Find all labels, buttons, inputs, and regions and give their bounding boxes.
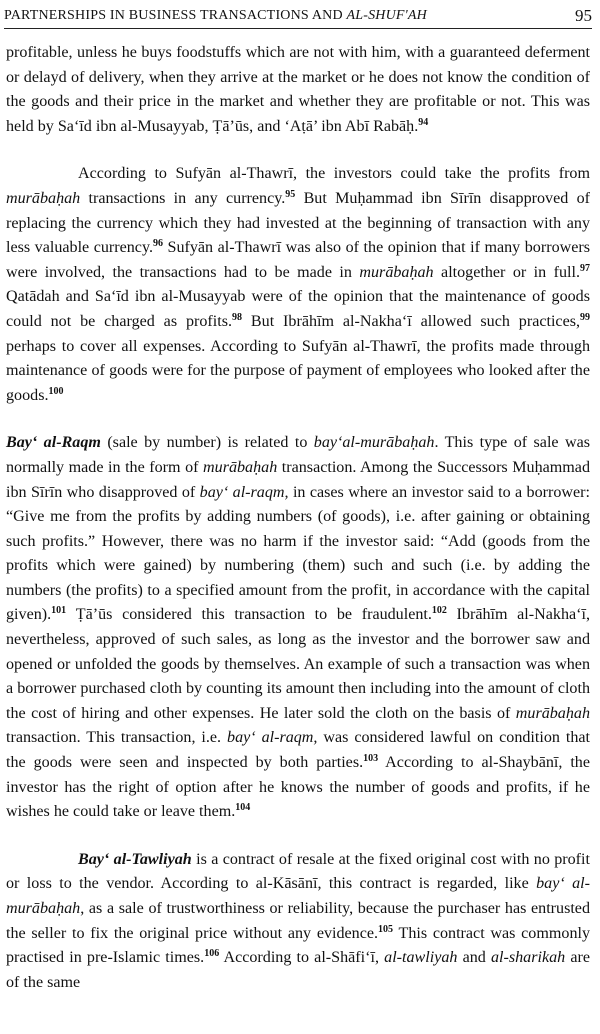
page-header <box>4 2 592 29</box>
footnote-marker: 94 <box>418 116 429 128</box>
footnote-marker: 105 <box>378 923 394 935</box>
text-run: . This type of sale was normally made in the form of <box>6 434 590 476</box>
text-run: are of the same <box>6 949 590 991</box>
running-head-text: PARTNERSHIPS IN BUSINESS TRANSACTIONS AND <box>4 8 347 23</box>
footnote-marker: 102 <box>431 605 447 617</box>
text-run: altogether or in full. <box>433 263 580 281</box>
paragraph <box>6 848 590 996</box>
text-run: But Muḥammad ibn Sīrīn disapproved of replacing the currency which they had invested at the beginning of transaction with any less valuable currency. <box>6 189 590 257</box>
italic-term: bay‘ al-raqm, <box>199 483 289 501</box>
text-run: and <box>457 949 491 967</box>
page-number: 95 <box>575 6 592 25</box>
text-run: According to al-Shāfi‘ī, <box>219 949 385 967</box>
text-run: transactions in any currency. <box>80 189 286 207</box>
text-run: , as a sale of trustworthiness or reliability, because the purchaser has entrusted the seller to fix the original price without any evidence. <box>6 900 590 942</box>
italic-term: murābaḥah <box>6 189 81 207</box>
text-run: was considered lawful on condition that the goods were seen and inspected by both parties. <box>6 729 590 772</box>
footnote-marker: 96 <box>152 238 163 250</box>
footnote-marker: 104 <box>235 802 251 814</box>
italic-term: bay‘ al-raqm, <box>227 729 318 747</box>
text-run: (sale by number) is related to <box>100 434 314 452</box>
text-run: But Ibrāhīm al-Nakha‘ī allowed such practices, <box>242 312 580 330</box>
paragraph <box>6 162 590 408</box>
text-run: According to al-Shaybānī, the investor has the right of option after he knows the number of goods and profits, if he wishes he could take or leave them. <box>6 754 590 821</box>
text-run: transaction. This transaction, i.e. <box>6 729 228 747</box>
italic-term: bay‘al-murābaḥah <box>313 434 435 452</box>
footnote-marker: 100 <box>48 385 64 397</box>
body-text <box>6 41 590 995</box>
footnote-marker: 97 <box>580 262 590 274</box>
footnote-marker: 99 <box>580 311 590 323</box>
footnote-marker: 106 <box>204 948 220 960</box>
italic-term: al-tawliyah <box>384 949 458 967</box>
text-run: perhaps to cover all expenses. According to Sufyān al-Thawrī, the profits made through maintenance of goods were for the purpose of payment of employees who looked after the goods. <box>6 337 590 404</box>
text-run: transaction. Among the Successors Muḥammad ibn Sīrīn who disapproved of <box>6 458 590 501</box>
text-run: This contract was commonly practised in pre-Islamic times. <box>6 924 591 967</box>
italic-term: murābaḥah <box>203 458 278 476</box>
running-head-italic: AL-SHUF'AH <box>346 8 427 23</box>
bold-term-heading: Bay‘ al-Raqm <box>6 434 101 452</box>
text-run: profitable, unless he buys foodstuffs which are not with him, with a guaranteed deferment or delayd of delivery, when they arrive at the market or he does not know the condition of the goods and their price in the market and whether they are profitable or not. This was held by Sa‘īd ibn al-Musayyab, Ṭā’ūs, and ‘Aṭā’ ibn Abī Rabāḥ. <box>6 44 590 135</box>
text-run: According to Sufyān al-Thawrī, the investors could take the profits from <box>78 165 590 183</box>
paragraph <box>6 431 590 825</box>
bold-term-heading: Bay‘ al-Tawliyah <box>78 850 192 868</box>
italic-term: al-sharikah <box>490 949 566 967</box>
text-run: in cases where an investor said to a borrower: “Give me from the profits by adding numbers (of goods), i.e. after gaining or obtaining such profits.” However, there was no harm if the investor said: “Add (goods from the profits which were gained) by numbering (them) such and such (i.e. by adding the numbers (the profits) to a specified amount from the profit, in accordance with the capital given). <box>6 483 591 624</box>
text-run: is a contract of resale at the fixed original cost with no profit or loss to the vendor. According to al-Kāsānī, this contract is regarded, like <box>6 850 590 893</box>
text-run: Ibrāhīm al-Nakha‘ī, nevertheless, approved of such sales, as long as the investor and the borrower saw and opened or unfolded the goods by themselves. An example of such a transaction was when a borrower purchased cloth by counting its amount then including into the amount of cloth the cost of hiring and other expenses. He later sold the cloth on the basis of <box>6 606 590 722</box>
footnote-marker: 101 <box>51 605 67 617</box>
footnote-marker: 98 <box>232 311 243 323</box>
running-head <box>4 8 427 24</box>
text-run: Ṭā’ūs considered this transaction to be fraudulent. <box>66 606 432 624</box>
footnote-marker: 95 <box>285 188 296 200</box>
footnote-marker: 103 <box>363 753 379 765</box>
paragraph <box>6 41 590 139</box>
italic-term: bay‘ al-murābaḥah <box>6 875 590 917</box>
text-run: Sufyān al-Thawrī was also of the opinion that if many borrowers were involved, the transactions had to be made in <box>6 239 591 281</box>
text-run: Qatādah and Sa‘īd ibn al-Musayyab were of the opinion that the maintenance of goods could not be charged as profits. <box>6 288 590 330</box>
italic-term: murābaḥah <box>359 263 434 281</box>
italic-term: murābaḥah <box>515 704 590 722</box>
